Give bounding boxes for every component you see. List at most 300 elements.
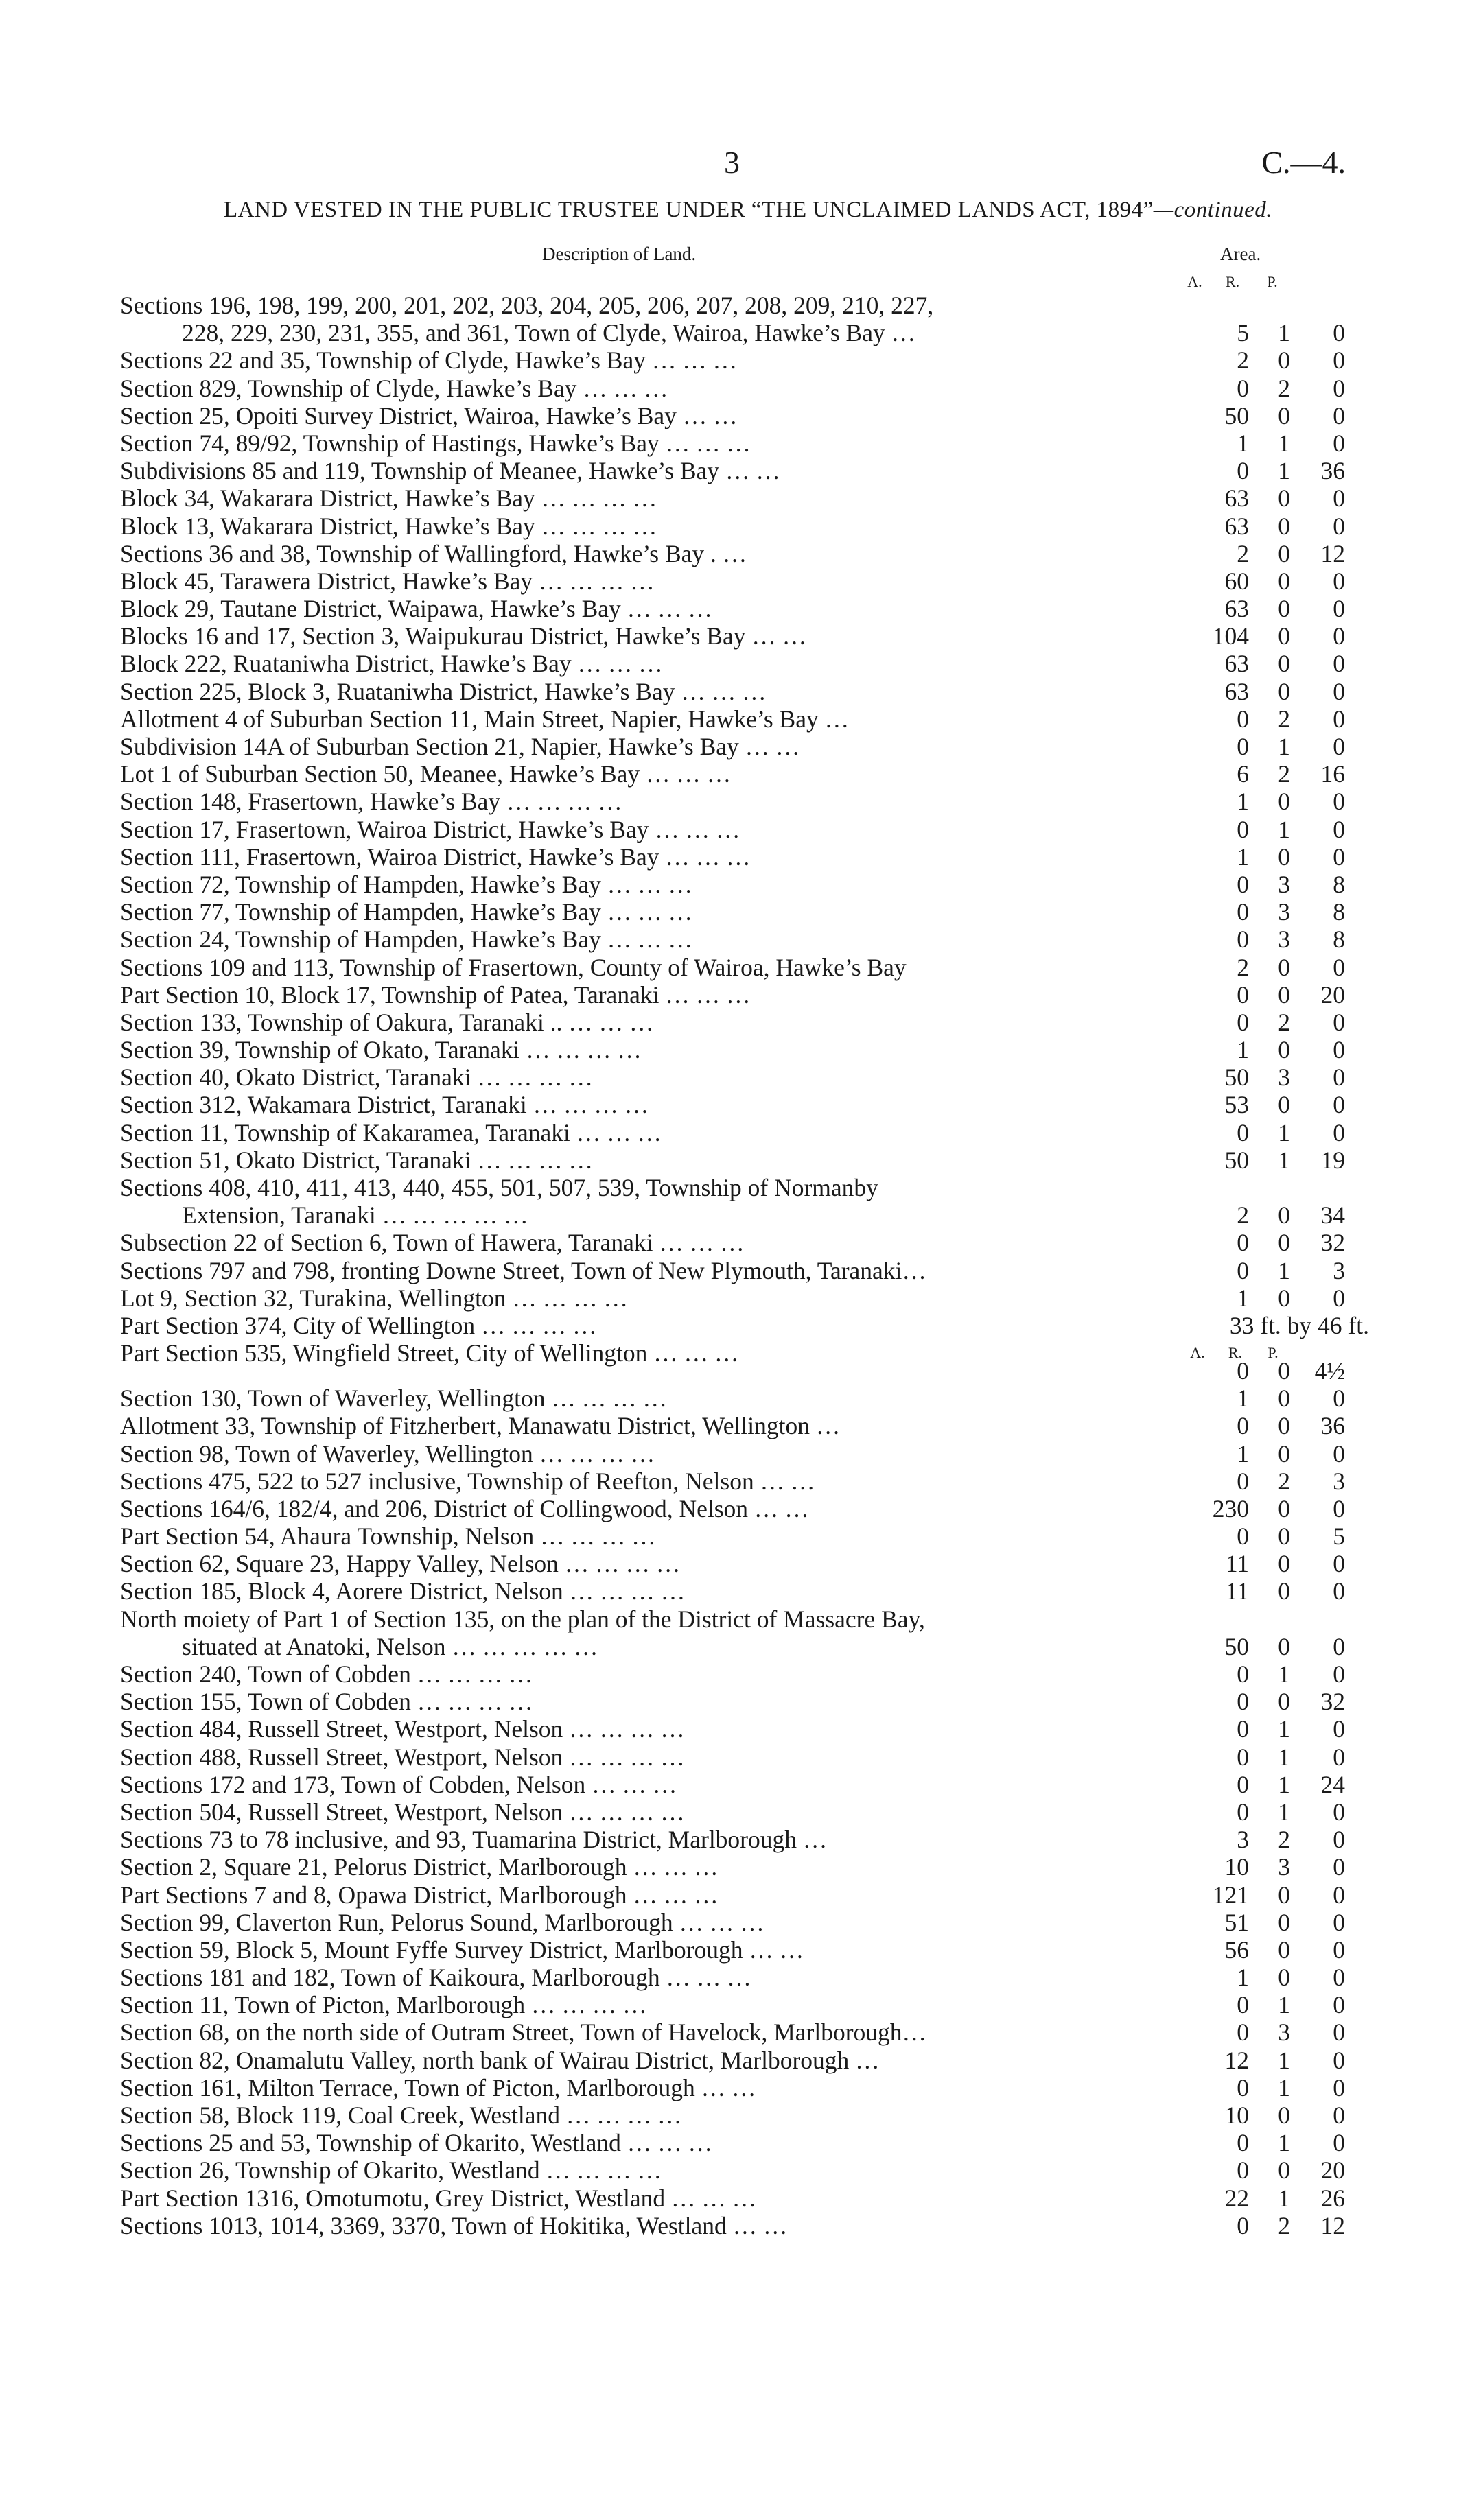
area-roods: 0 <box>1278 980 1290 1009</box>
description-line: Section 26, Township of Okarito, Westland … … … … <box>120 2156 662 2185</box>
area-acres: 5 <box>1237 319 1249 347</box>
area-acres: 2 <box>1237 1201 1249 1229</box>
area-perches: 0 <box>1333 2018 1345 2047</box>
area-roods: 0 <box>1278 1201 1290 1229</box>
description-line: Block 29, Tautane District, Waipawa, Hawke’s Bay … … … <box>120 595 712 623</box>
unit-label: P. <box>1268 1344 1278 1362</box>
area-acres: 50 <box>1224 1063 1249 1092</box>
area-acres: 0 <box>1237 1688 1249 1716</box>
area-roods: 1 <box>1278 1256 1290 1284</box>
description-line: Section 11, Township of Kakaramea, Taranaki … … … <box>120 1118 662 1146</box>
area-perches: 32 <box>1320 1688 1345 1716</box>
table-row <box>120 788 1376 815</box>
description-continuation: situated at Anatoki, Nelson … … … … … <box>182 1632 598 1660</box>
table-row <box>120 457 1376 484</box>
area-roods: 0 <box>1278 1935 1290 1964</box>
area-acres: 0 <box>1237 1715 1249 1743</box>
area-roods: 1 <box>1278 2129 1290 2157</box>
area-acres: 3 <box>1237 1826 1249 1854</box>
area-perches: 0 <box>1333 677 1345 705</box>
table-row <box>120 1826 1376 1853</box>
description-line: Part Section 1316, Omotumotu, Grey District, Westland … … … <box>120 2184 757 2212</box>
land-description <box>120 2047 1163 2074</box>
description-line: Section 133, Township of Oakura, Taranaki .. … … … <box>120 1008 654 1036</box>
area-perches: 5 <box>1333 1522 1345 1551</box>
area-perches: 0 <box>1333 319 1345 347</box>
area-perches: 0 <box>1333 788 1345 816</box>
description-line: Section 504, Russell Street, Westport, Nelson … … … … <box>120 1798 685 1826</box>
table-row <box>120 1577 1376 1605</box>
area-perches: 0 <box>1333 595 1345 623</box>
land-description <box>120 595 1163 622</box>
description-line: Lot 1 of Suburban Section 50, Meanee, Hawke’s Bay … … … <box>120 760 732 788</box>
document-reference: C.—4. <box>1261 145 1346 180</box>
table-row <box>120 1312 1376 1339</box>
land-description <box>120 1853 1163 1881</box>
area-perches: 0 <box>1333 1091 1345 1119</box>
description-continuation: 228, 229, 230, 231, 355, and 361, Town of Clyde, Wairoa, Hawke’s Bay … <box>182 319 916 347</box>
table-row <box>120 2156 1376 2184</box>
land-description <box>120 1771 1163 1798</box>
land-description <box>120 567 1163 595</box>
land-description <box>120 1715 1163 1743</box>
area-roods: 1 <box>1278 2073 1290 2101</box>
area-perches: 0 <box>1333 374 1345 402</box>
area-roods: 0 <box>1278 1385 1290 1413</box>
area-acres: 0 <box>1237 1991 1249 2019</box>
description-line: Section 82, Onamalutu Valley, north bank of Wairau District, Marlborough … <box>120 2046 880 2074</box>
description-line: Part Sections 7 and 8, Opawa District, Marlborough … … … <box>120 1881 719 1909</box>
land-description <box>120 1991 1163 2018</box>
area-roods: 1 <box>1278 815 1290 843</box>
table-row <box>120 1063 1376 1091</box>
land-description <box>120 1174 1163 1229</box>
table-row <box>120 871 1376 898</box>
area-acres: 0 <box>1237 1118 1249 1146</box>
description-line: Section 24, Township of Hampden, Hawke’s Bay … … … <box>120 926 692 954</box>
area-acres: 50 <box>1224 401 1249 429</box>
table-row <box>120 1229 1376 1256</box>
description-line: Section 58, Block 119, Coal Creek, Westland … … … … <box>120 2101 682 2130</box>
area-perches: 36 <box>1320 1412 1345 1440</box>
land-description <box>120 1385 1163 1412</box>
area-perches: 0 <box>1333 1284 1345 1312</box>
land-description <box>120 622 1163 650</box>
area-roods: 3 <box>1278 870 1290 898</box>
area-perches: 8 <box>1333 898 1345 926</box>
description-line: Sections 797 and 798, fronting Downe Street, Town of New Plymouth, Taranaki… <box>120 1256 926 1284</box>
area-acres: 2 <box>1237 346 1249 375</box>
table-row <box>120 1550 1376 1577</box>
area-roods: 0 <box>1278 622 1290 650</box>
area-perches: 0 <box>1333 815 1345 843</box>
description-line: Block 13, Wakarara District, Hawke’s Bay … … … … <box>120 512 657 540</box>
land-description <box>120 375 1163 402</box>
description-line: Sections 1013, 1014, 3369, 3370, Town of Hokitika, Westland … … <box>120 2211 788 2239</box>
table-row <box>120 760 1376 788</box>
area-roods: 0 <box>1278 1522 1290 1551</box>
land-description <box>120 484 1163 512</box>
area-acres: 63 <box>1224 650 1249 678</box>
description-line: Part Section 10, Block 17, Township of Patea, Taranaki … … … <box>120 980 751 1009</box>
area-acres: 0 <box>1237 1356 1249 1385</box>
land-description <box>120 871 1163 898</box>
description-line: Section 488, Russell Street, Westport, Nelson … … … … <box>120 1743 685 1771</box>
area-acres: 0 <box>1237 1256 1249 1284</box>
table-row <box>120 1964 1376 1991</box>
table-row <box>120 1009 1376 1036</box>
area-perches: 4½ <box>1314 1356 1345 1385</box>
area-perches: 0 <box>1333 1798 1345 1826</box>
table-row <box>120 1257 1376 1284</box>
area-roods: 0 <box>1278 1091 1290 1119</box>
area-acres: 1 <box>1237 1284 1249 1312</box>
area-roods: 0 <box>1278 1908 1290 1936</box>
area-roods: 3 <box>1278 926 1290 954</box>
area-perches: 0 <box>1333 1439 1345 1468</box>
table-row <box>120 1440 1376 1468</box>
table-row <box>120 2074 1376 2101</box>
area-perches: 0 <box>1333 1964 1345 1992</box>
land-description <box>120 1522 1163 1550</box>
table-title <box>144 198 1352 223</box>
area-acres: 0 <box>1237 2018 1249 2047</box>
land-description <box>120 733 1163 760</box>
area-roods: 2 <box>1278 1008 1290 1036</box>
table-row <box>120 540 1376 567</box>
description-line: Section 155, Town of Cobden … … … … <box>120 1688 533 1716</box>
area-acres: 56 <box>1224 1935 1249 1964</box>
table-row <box>120 1284 1376 1312</box>
area-acres: 53 <box>1224 1091 1249 1119</box>
area-acres: 22 <box>1224 2184 1249 2212</box>
area-roods: 0 <box>1278 1550 1290 1578</box>
land-description <box>120 898 1163 926</box>
table-row <box>120 2018 1376 2046</box>
area-perches: 0 <box>1333 953 1345 981</box>
area-acres: 0 <box>1237 980 1249 1009</box>
description-line: Section 240, Town of Cobden … … … … <box>120 1660 533 1688</box>
table-row <box>120 2129 1376 2156</box>
area-perches: 0 <box>1333 1118 1345 1146</box>
land-description <box>120 2074 1163 2101</box>
description-line: Section 11, Town of Picton, Marlborough … … … … <box>120 1991 647 2019</box>
area-acres: 0 <box>1237 1743 1249 1771</box>
area-perches: 0 <box>1333 843 1345 871</box>
area-acres: 63 <box>1224 484 1249 513</box>
land-description <box>120 1964 1163 1991</box>
area-roods: 0 <box>1278 484 1290 513</box>
area-roods: 0 <box>1278 650 1290 678</box>
area-perches: 0 <box>1333 1908 1345 1936</box>
description-line: Part Section 374, City of Wellington … … … … <box>120 1311 597 1339</box>
description-line: Section 484, Russell Street, Westport, Nelson … … … … <box>120 1715 685 1743</box>
area-acres: 1 <box>1237 843 1249 871</box>
land-description <box>120 346 1163 374</box>
area-perches: 32 <box>1320 1229 1345 1257</box>
area-perches: 0 <box>1333 401 1345 429</box>
area-perches: 0 <box>1333 1063 1345 1092</box>
area-perches: 0 <box>1333 1935 1345 1964</box>
description-line: Block 34, Wakarara District, Hawke’s Bay … … … … <box>120 484 657 513</box>
page-number: 3 <box>724 145 740 180</box>
description-line: Sections 475, 522 to 527 inclusive, Township of Reefton, Nelson … … <box>120 1467 815 1495</box>
land-description <box>120 1146 1163 1174</box>
area-dimensions: 33 ft. by 46 ft. <box>1229 1311 1369 1339</box>
area-perches: 0 <box>1333 2129 1345 2157</box>
land-description <box>120 705 1163 733</box>
area-acres: 10 <box>1224 2101 1249 2130</box>
description-line: Sections 73 to 78 inclusive, and 93, Tuamarina District, Marlborough … <box>120 1826 828 1854</box>
area-roods: 0 <box>1278 788 1290 816</box>
land-description <box>120 1577 1163 1605</box>
table-row <box>120 678 1376 705</box>
page-header <box>0 144 1483 185</box>
area-column-header: Area. <box>1220 244 1261 264</box>
area-roods: 0 <box>1278 1229 1290 1257</box>
land-table <box>120 292 1376 2239</box>
area-roods: 1 <box>1278 1146 1290 1174</box>
area-perches: 3 <box>1333 1256 1345 1284</box>
area-acres: 0 <box>1237 2156 1249 2185</box>
area-perches: 3 <box>1333 1467 1345 1495</box>
land-description <box>120 1468 1163 1495</box>
area-perches: 0 <box>1333 1991 1345 2019</box>
area-acres: 0 <box>1237 2129 1249 2157</box>
land-description <box>120 513 1163 540</box>
area-acres: 104 <box>1212 622 1249 650</box>
area-acres: 1 <box>1237 1385 1249 1413</box>
table-row <box>120 292 1376 346</box>
title-main: LAND VESTED IN THE PUBLIC TRUSTEE UNDER “THE UNCLAIMED LANDS ACT, 1894” <box>223 198 1154 222</box>
description-line: Allotment 4 of Suburban Section 11, Main Street, Napier, Hawke’s Bay … <box>120 705 850 733</box>
area-roods: 1 <box>1278 1715 1290 1743</box>
area-roods: 1 <box>1278 1118 1290 1146</box>
table-row <box>120 816 1376 843</box>
table-row <box>120 1909 1376 1936</box>
area-roods: 1 <box>1278 1798 1290 1826</box>
table-row <box>120 484 1376 512</box>
area-roods: 0 <box>1278 1577 1290 1605</box>
area-perches: 0 <box>1333 567 1345 595</box>
table-row <box>120 650 1376 677</box>
land-description <box>120 1284 1163 1312</box>
description-line: Section 39, Township of Okato, Taranaki … … … … <box>120 1036 642 1064</box>
land-description <box>120 1063 1163 1091</box>
area-perches: 0 <box>1333 1008 1345 1036</box>
unit-perches-header: P. <box>1267 273 1278 290</box>
description-line: Section 51, Okato District, Taranaki … … … … <box>120 1146 593 1174</box>
description-line: Section 111, Frasertown, Wairoa District, Hawke’s Bay … … … <box>120 843 751 871</box>
area-perches: 0 <box>1333 1385 1345 1413</box>
area-roods: 0 <box>1278 677 1290 705</box>
land-description <box>120 457 1163 484</box>
area-roods: 1 <box>1278 1660 1290 1688</box>
area-roods: 0 <box>1278 843 1290 871</box>
area-acres: 63 <box>1224 512 1249 540</box>
area-perches: 0 <box>1333 1881 1345 1909</box>
area-roods: 0 <box>1278 539 1290 567</box>
description-line: Section 130, Town of Waverley, Wellington … … … … <box>120 1385 668 1413</box>
table-row <box>120 595 1376 622</box>
area-roods: 0 <box>1278 1356 1290 1385</box>
land-description <box>120 678 1163 705</box>
area-roods: 3 <box>1278 2018 1290 2047</box>
area-acres: 0 <box>1237 2073 1249 2101</box>
area-roods: 0 <box>1278 1412 1290 1440</box>
area-roods: 2 <box>1278 374 1290 402</box>
area-perches: 0 <box>1333 622 1345 650</box>
land-description <box>120 1743 1163 1771</box>
area-acres: 0 <box>1237 1412 1249 1440</box>
description-line: Sections 109 and 113, Township of Frasertown, County of Wairoa, Hawke’s Bay <box>120 953 907 981</box>
area-acres: 63 <box>1224 595 1249 623</box>
description-line: Block 45, Tarawera District, Hawke’s Bay … … … … <box>120 567 655 595</box>
land-description <box>120 1881 1163 1909</box>
area-acres: 60 <box>1224 567 1249 595</box>
land-description <box>120 1312 1163 1339</box>
table-row <box>120 1605 1376 1660</box>
area-roods: 0 <box>1278 2101 1290 2130</box>
land-description <box>120 843 1163 871</box>
table-row <box>120 1881 1376 1909</box>
land-description <box>120 1688 1163 1715</box>
table-row <box>120 1771 1376 1798</box>
area-acres: 0 <box>1237 1229 1249 1257</box>
description-line: Section 40, Okato District, Taranaki … … … … <box>120 1063 593 1092</box>
area-acres: 1 <box>1237 788 1249 816</box>
area-acres: 12 <box>1224 2046 1249 2074</box>
area-acres: 1 <box>1237 429 1249 457</box>
area-roods: 1 <box>1278 429 1290 457</box>
area-acres: 0 <box>1237 1008 1249 1036</box>
land-description <box>120 540 1163 567</box>
area-acres: 0 <box>1237 1467 1249 1495</box>
area-roods: 0 <box>1278 1964 1290 1992</box>
area-perches: 19 <box>1320 1146 1345 1174</box>
table-row <box>120 346 1376 374</box>
description-column-header: Description of Land. <box>542 244 697 264</box>
area-roods: 0 <box>1278 953 1290 981</box>
area-roods: 2 <box>1278 1826 1290 1854</box>
description-line: Section 98, Town of Waverley, Wellington … … … … <box>120 1439 655 1468</box>
table-row <box>120 1495 1376 1522</box>
land-description <box>120 2129 1163 2156</box>
table-row <box>120 375 1376 402</box>
area-perches: 8 <box>1333 870 1345 898</box>
area-acres: 0 <box>1237 705 1249 733</box>
area-acres: 50 <box>1224 1146 1249 1174</box>
table-row <box>120 1146 1376 1174</box>
description-line: Section 77, Township of Hampden, Hawke’s Bay … … … <box>120 898 692 926</box>
table-row <box>120 981 1376 1009</box>
table-row <box>120 705 1376 733</box>
area-acres: 51 <box>1224 1908 1249 1936</box>
area-perches: 0 <box>1333 512 1345 540</box>
area-perches: 16 <box>1320 760 1345 788</box>
description-line: Sections 408, 410, 411, 413, 440, 455, 501, 507, 539, Township of Normanby <box>120 1174 878 1202</box>
area-roods: 0 <box>1278 512 1290 540</box>
table-row <box>120 1468 1376 1495</box>
area-roods: 0 <box>1278 567 1290 595</box>
description-line: Section 99, Claverton Run, Pelorus Sound, Marlborough … … … <box>120 1908 764 1936</box>
land-description <box>120 760 1163 788</box>
description-line: Allotment 33, Township of Fitzherbert, Manawatu District, Wellington … <box>120 1412 841 1440</box>
land-description <box>120 1495 1163 1522</box>
land-description <box>120 2212 1163 2239</box>
area-perches: 20 <box>1320 2156 1345 2185</box>
area-acres: 0 <box>1237 733 1249 760</box>
description-line: Section 62, Square 23, Happy Valley, Nelson … … … … <box>120 1550 681 1578</box>
table-row <box>120 2047 1376 2074</box>
description-line: Section 2, Square 21, Pelorus District, Marlborough … … … <box>120 1853 719 1881</box>
area-acres: 0 <box>1237 374 1249 402</box>
area-perches: 0 <box>1333 2101 1345 2130</box>
area-acres: 1 <box>1237 1439 1249 1468</box>
description-continuation: Extension, Taranaki … … … … … <box>182 1201 528 1229</box>
description-line: Sections 181 and 182, Town of Kaikoura, Marlborough … … … <box>120 1964 751 1992</box>
description-line: Section 25, Opoiti Survey District, Wairoa, Hawke’s Bay … … <box>120 401 738 429</box>
area-roods: 2 <box>1278 705 1290 733</box>
land-description <box>120 954 1163 981</box>
area-perches: 0 <box>1333 705 1345 733</box>
description-line: Section 72, Township of Hampden, Hawke’s Bay … … … <box>120 870 692 898</box>
area-acres: 0 <box>1237 1798 1249 1826</box>
land-description <box>120 292 1163 346</box>
area-acres: 0 <box>1237 815 1249 843</box>
area-perches: 0 <box>1333 1577 1345 1605</box>
land-description <box>120 1660 1163 1688</box>
area-perches: 0 <box>1333 1494 1345 1522</box>
land-description <box>120 926 1163 953</box>
land-description <box>120 1339 1163 1367</box>
area-acres: 10 <box>1224 1853 1249 1881</box>
description-line: Section 17, Frasertown, Wairoa District, Hawke’s Bay … … … <box>120 815 740 843</box>
area-acres: 2 <box>1237 539 1249 567</box>
table-row <box>120 1743 1376 1771</box>
description-line: Lot 9, Section 32, Turakina, Wellington … … … … <box>120 1284 629 1312</box>
description-line: Section 225, Block 3, Ruataniwha District, Hawke’s Bay … … … <box>120 677 767 705</box>
area-perches: 0 <box>1333 1853 1345 1881</box>
land-description <box>120 1412 1163 1439</box>
table-row <box>120 1119 1376 1146</box>
area-acres: 0 <box>1237 870 1249 898</box>
area-roods: 2 <box>1278 2211 1290 2239</box>
land-description <box>120 2101 1163 2129</box>
area-roods: 0 <box>1278 1881 1290 1909</box>
land-description <box>120 1798 1163 1826</box>
area-perches: 0 <box>1333 1743 1345 1771</box>
description-line: Section 829, Township of Clyde, Hawke’s Bay … … … <box>120 374 668 402</box>
area-perches: 0 <box>1333 1826 1345 1854</box>
description-line: Subdivision 14A of Suburban Section 21, Napier, Hawke’s Bay … … <box>120 733 800 761</box>
land-description <box>120 1440 1163 1468</box>
area-roods: 0 <box>1278 2156 1290 2185</box>
table-row <box>120 954 1376 981</box>
area-roods: 2 <box>1278 1467 1290 1495</box>
land-description <box>120 981 1163 1009</box>
area-acres: 63 <box>1224 677 1249 705</box>
description-line: Sections 164/6, 182/4, and 206, District of Collingwood, Nelson … … <box>120 1494 809 1522</box>
area-perches: 0 <box>1333 1550 1345 1578</box>
area-perches: 26 <box>1320 2184 1345 2212</box>
table-row <box>120 1174 1376 1229</box>
area-roods: 1 <box>1278 2184 1290 2212</box>
table-row <box>120 1715 1376 1743</box>
description-line: Section 68, on the north side of Outram Street, Town of Havelock, Marlborough… <box>120 2018 927 2047</box>
area-perches: 8 <box>1333 926 1345 954</box>
area-perches: 0 <box>1333 1715 1345 1743</box>
